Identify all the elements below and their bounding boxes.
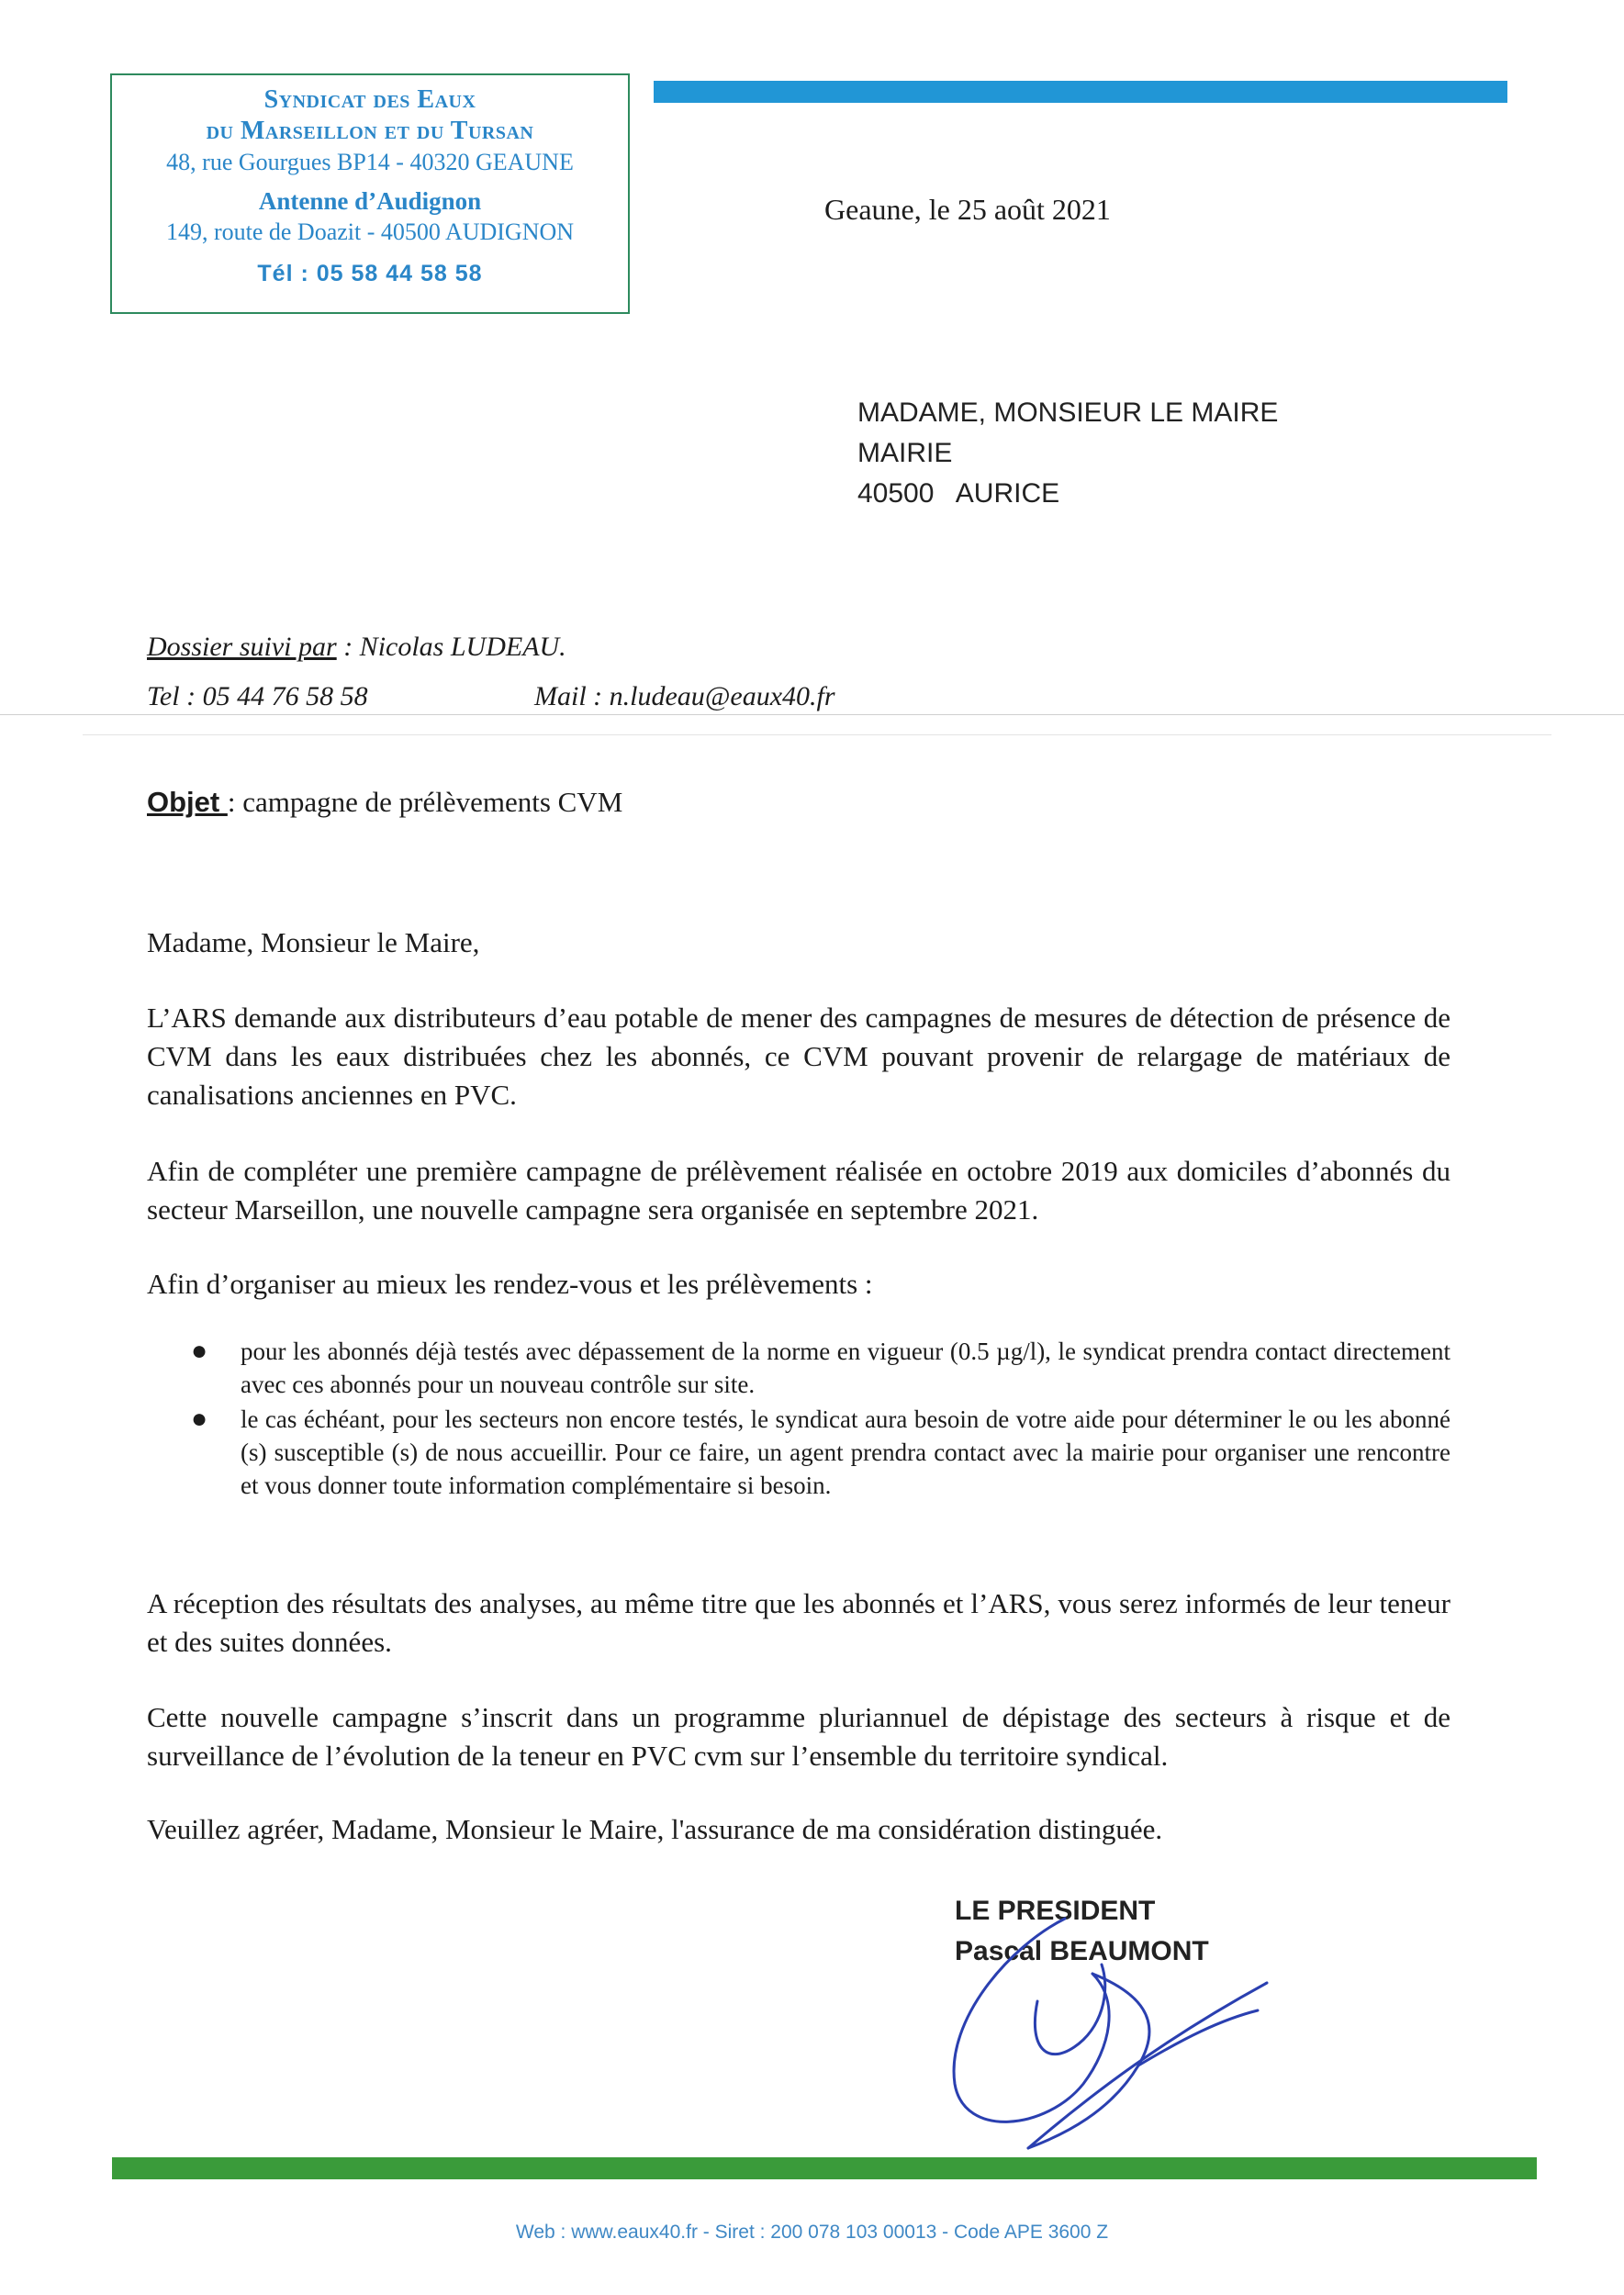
bullet-icon: ● bbox=[191, 1336, 208, 1366]
bullet-icon: ● bbox=[191, 1404, 208, 1434]
org-address: 48, rue Gourgues BP14 - 40320 GEAUNE bbox=[166, 149, 574, 175]
paragraph-2: Afin de compléter une première campagne de prélèvement réalisée en octobre 2019 aux domiciles d’abonnés du secteur Marseillon, une nouvelle campagne sera organisée en septembre 2021. bbox=[147, 1155, 1450, 1226]
contact-phone: Tel : 05 44 76 58 58 bbox=[147, 681, 368, 711]
paragraph-4: A réception des résultats des analyses, au même titre que les abonnés et l’ARS, vous serez informés de leur teneur et des suites données. bbox=[147, 1587, 1450, 1658]
recipient-line1: MADAME, MONSIEUR LE MAIRE bbox=[857, 397, 1279, 428]
handwritten-signature bbox=[927, 1909, 1276, 2157]
subject-text: : campagne de prélèvements CVM bbox=[227, 786, 623, 818]
footer-info: Web : www.eaux40.fr - Siret : 200 078 103 00013 - Code APE 3600 Z bbox=[515, 2222, 1109, 2243]
salutation: Madame, Monsieur le Maire, bbox=[147, 926, 480, 958]
signatory-title: LE PRESIDENT bbox=[955, 1896, 1156, 1926]
dossier-line bbox=[147, 632, 566, 663]
letterhead-box bbox=[110, 73, 630, 314]
subject-label: Objet bbox=[147, 786, 228, 818]
list-item bbox=[184, 1403, 1450, 1502]
paragraph-1: L’ARS demande aux distributeurs d’eau potable de mener des campagnes de mesures de détection de présence de CVM dans les eaux distribuées chez les abonnés, ce CVM pouvant provenir de relargage de matériaux de canalisations anciennes en PVC. bbox=[147, 1002, 1450, 1111]
paragraph-3: Afin d’organiser au mieux les rendez-vous et les prélèvements : bbox=[147, 1268, 873, 1300]
bullet-text: le cas échéant, pour les secteurs non encore testés, le syndicat aura besoin de votre aide pour déterminer le ou les abonné (s) susceptible (s) de nous accueillir. Pour ce faire, un agent prendra contact avec la mairie pour organiser une rencontre et vous donner toute information complémentaire si besoin. bbox=[241, 1405, 1450, 1499]
signatory-name: Pascal BEAUMONT bbox=[955, 1936, 1209, 1966]
antenne-address: 149, route de Doazit - 40500 AUDIGNON bbox=[165, 218, 575, 245]
dossier-label: Dossier suivi par bbox=[147, 632, 337, 662]
bullet-list bbox=[184, 1335, 1450, 1504]
subject-line bbox=[147, 786, 622, 819]
contact-email: Mail : n.ludeau@eaux40.fr bbox=[534, 681, 835, 711]
recipient-line2: MAIRIE bbox=[857, 438, 953, 468]
header-color-bar bbox=[654, 81, 1507, 103]
scan-artifact-line bbox=[0, 714, 1624, 715]
closing-paragraph: Veuillez agréer, Madame, Monsieur le Maire, l'assurance de ma considération distinguée. bbox=[147, 1813, 1163, 1845]
dossier-value: : Nicolas LUDEAU. bbox=[336, 632, 566, 662]
scan-artifact-line bbox=[83, 734, 1551, 735]
paragraph-5: Cette nouvelle campagne s’inscrit dans un programme pluriannuel de dépistage des secteurs à risque et de surveillance de l’évolution de la teneur en PVC cvm sur l’ensemble du territoire syndical. bbox=[147, 1701, 1450, 1772]
letter-date: Geaune, le 25 août 2021 bbox=[824, 193, 1111, 226]
recipient-line3: 40500 AURICE bbox=[857, 478, 1060, 509]
bullet-text: pour les abonnés déjà testés avec dépassement de la norme en vigueur (0.5 µg/l), le syndicat prendra contact directement avec ces abonnés pour un nouveau contrôle sur site. bbox=[241, 1338, 1450, 1398]
list-item bbox=[184, 1335, 1450, 1401]
recipient-address bbox=[857, 393, 1278, 514]
antenne-title: Antenne d’Audignon bbox=[258, 187, 482, 215]
org-phone: Tél : 05 58 44 58 58 bbox=[257, 261, 483, 286]
org-name-line2: du Marseillon et du Tursan bbox=[206, 117, 534, 145]
footer-color-bar bbox=[112, 2157, 1537, 2179]
org-name-line1: Syndicat des Eaux bbox=[263, 85, 476, 114]
